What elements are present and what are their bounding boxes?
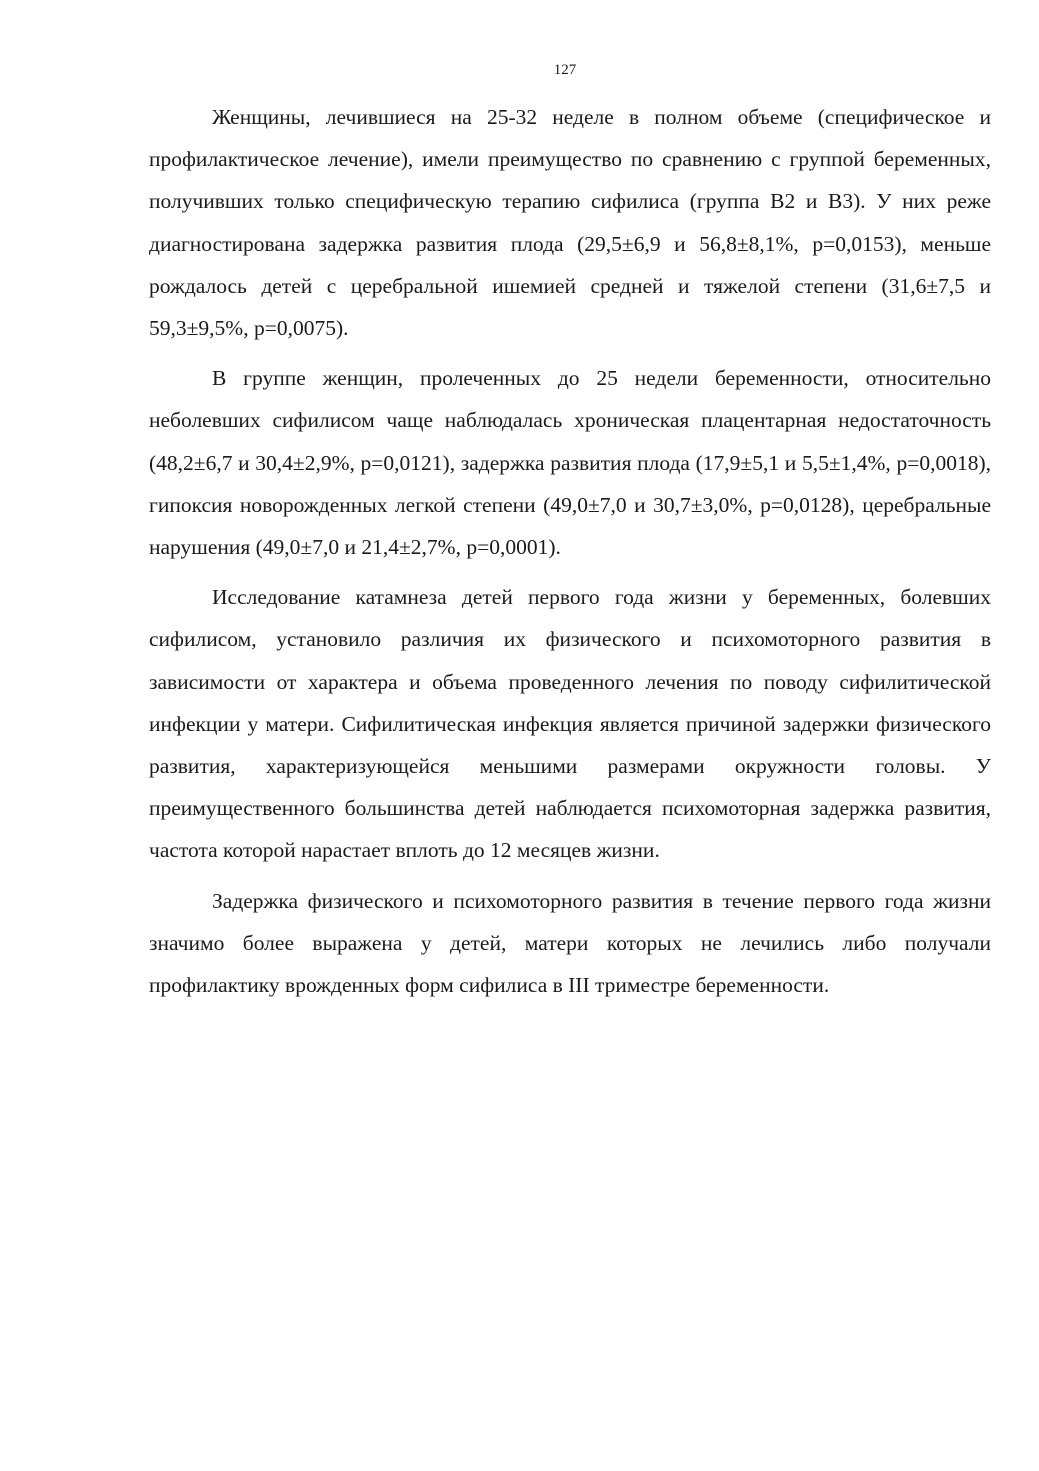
page-number: 127 <box>553 62 577 78</box>
body-text <box>149 96 991 1014</box>
paragraph-development-delay: Задержка физического и психомоторного развития в течение первого года жизни значимо более выражена у детей, матери которых не лечились либо получали профилактику врожденных форм сифилиса в III триместре беременности. <box>149 888 991 998</box>
paragraph-treatment-before-25-weeks: В группе женщин, пролеченных до 25 недели беременности, относительно неболевших сифилисом чаще наблюдалась хроническая плацентарная недостаточность (48,2±6,7 и 30,4±2,9%, р=0,0121), задержка развития плода (17,9±5,1 и 5,5±1,4%, р=0,0018), гипоксия новорожденных легкой степени (49,0±7,0 и 30,7±3,0%, р=0,0128), церебральные нарушения (49,0±7,0 и 21,4±2,7%, р=0,0001). <box>149 366 991 560</box>
paragraph-catamnesis: Исследование катамнеза детей первого года жизни у беременных, болевших сифилисом, установило различия их физического и психомоторного развития в зависимости от характера и объема проведенного лечения по поводу сифилитической инфекции у матери. Сифилитическая инфекция является причиной задержки физического развития, характеризующейся меньшими размерами окружности головы. У преимущественного большинства детей наблюдается психомоторная задержка развития, частота которой нарастает вплоть до 12 месяцев жизни. <box>149 585 991 863</box>
paragraph-treatment-25-32-weeks: Женщины, лечившиеся на 25-32 неделе в полном объеме (специфическое и профилактическое лечение), имели преимущество по сравнению с группой беременных, получивших только специфическую терапию сифилиса (группа В2 и В3). У них реже диагностирована задержка развития плода (29,5±6,9 и 56,8±8,1%, р=0,0153), меньше рождалось детей с церебральной ишемией средней и тяжелой степени (31,6±7,5 и 59,3±9,5%, р=0,0075). <box>149 105 991 341</box>
